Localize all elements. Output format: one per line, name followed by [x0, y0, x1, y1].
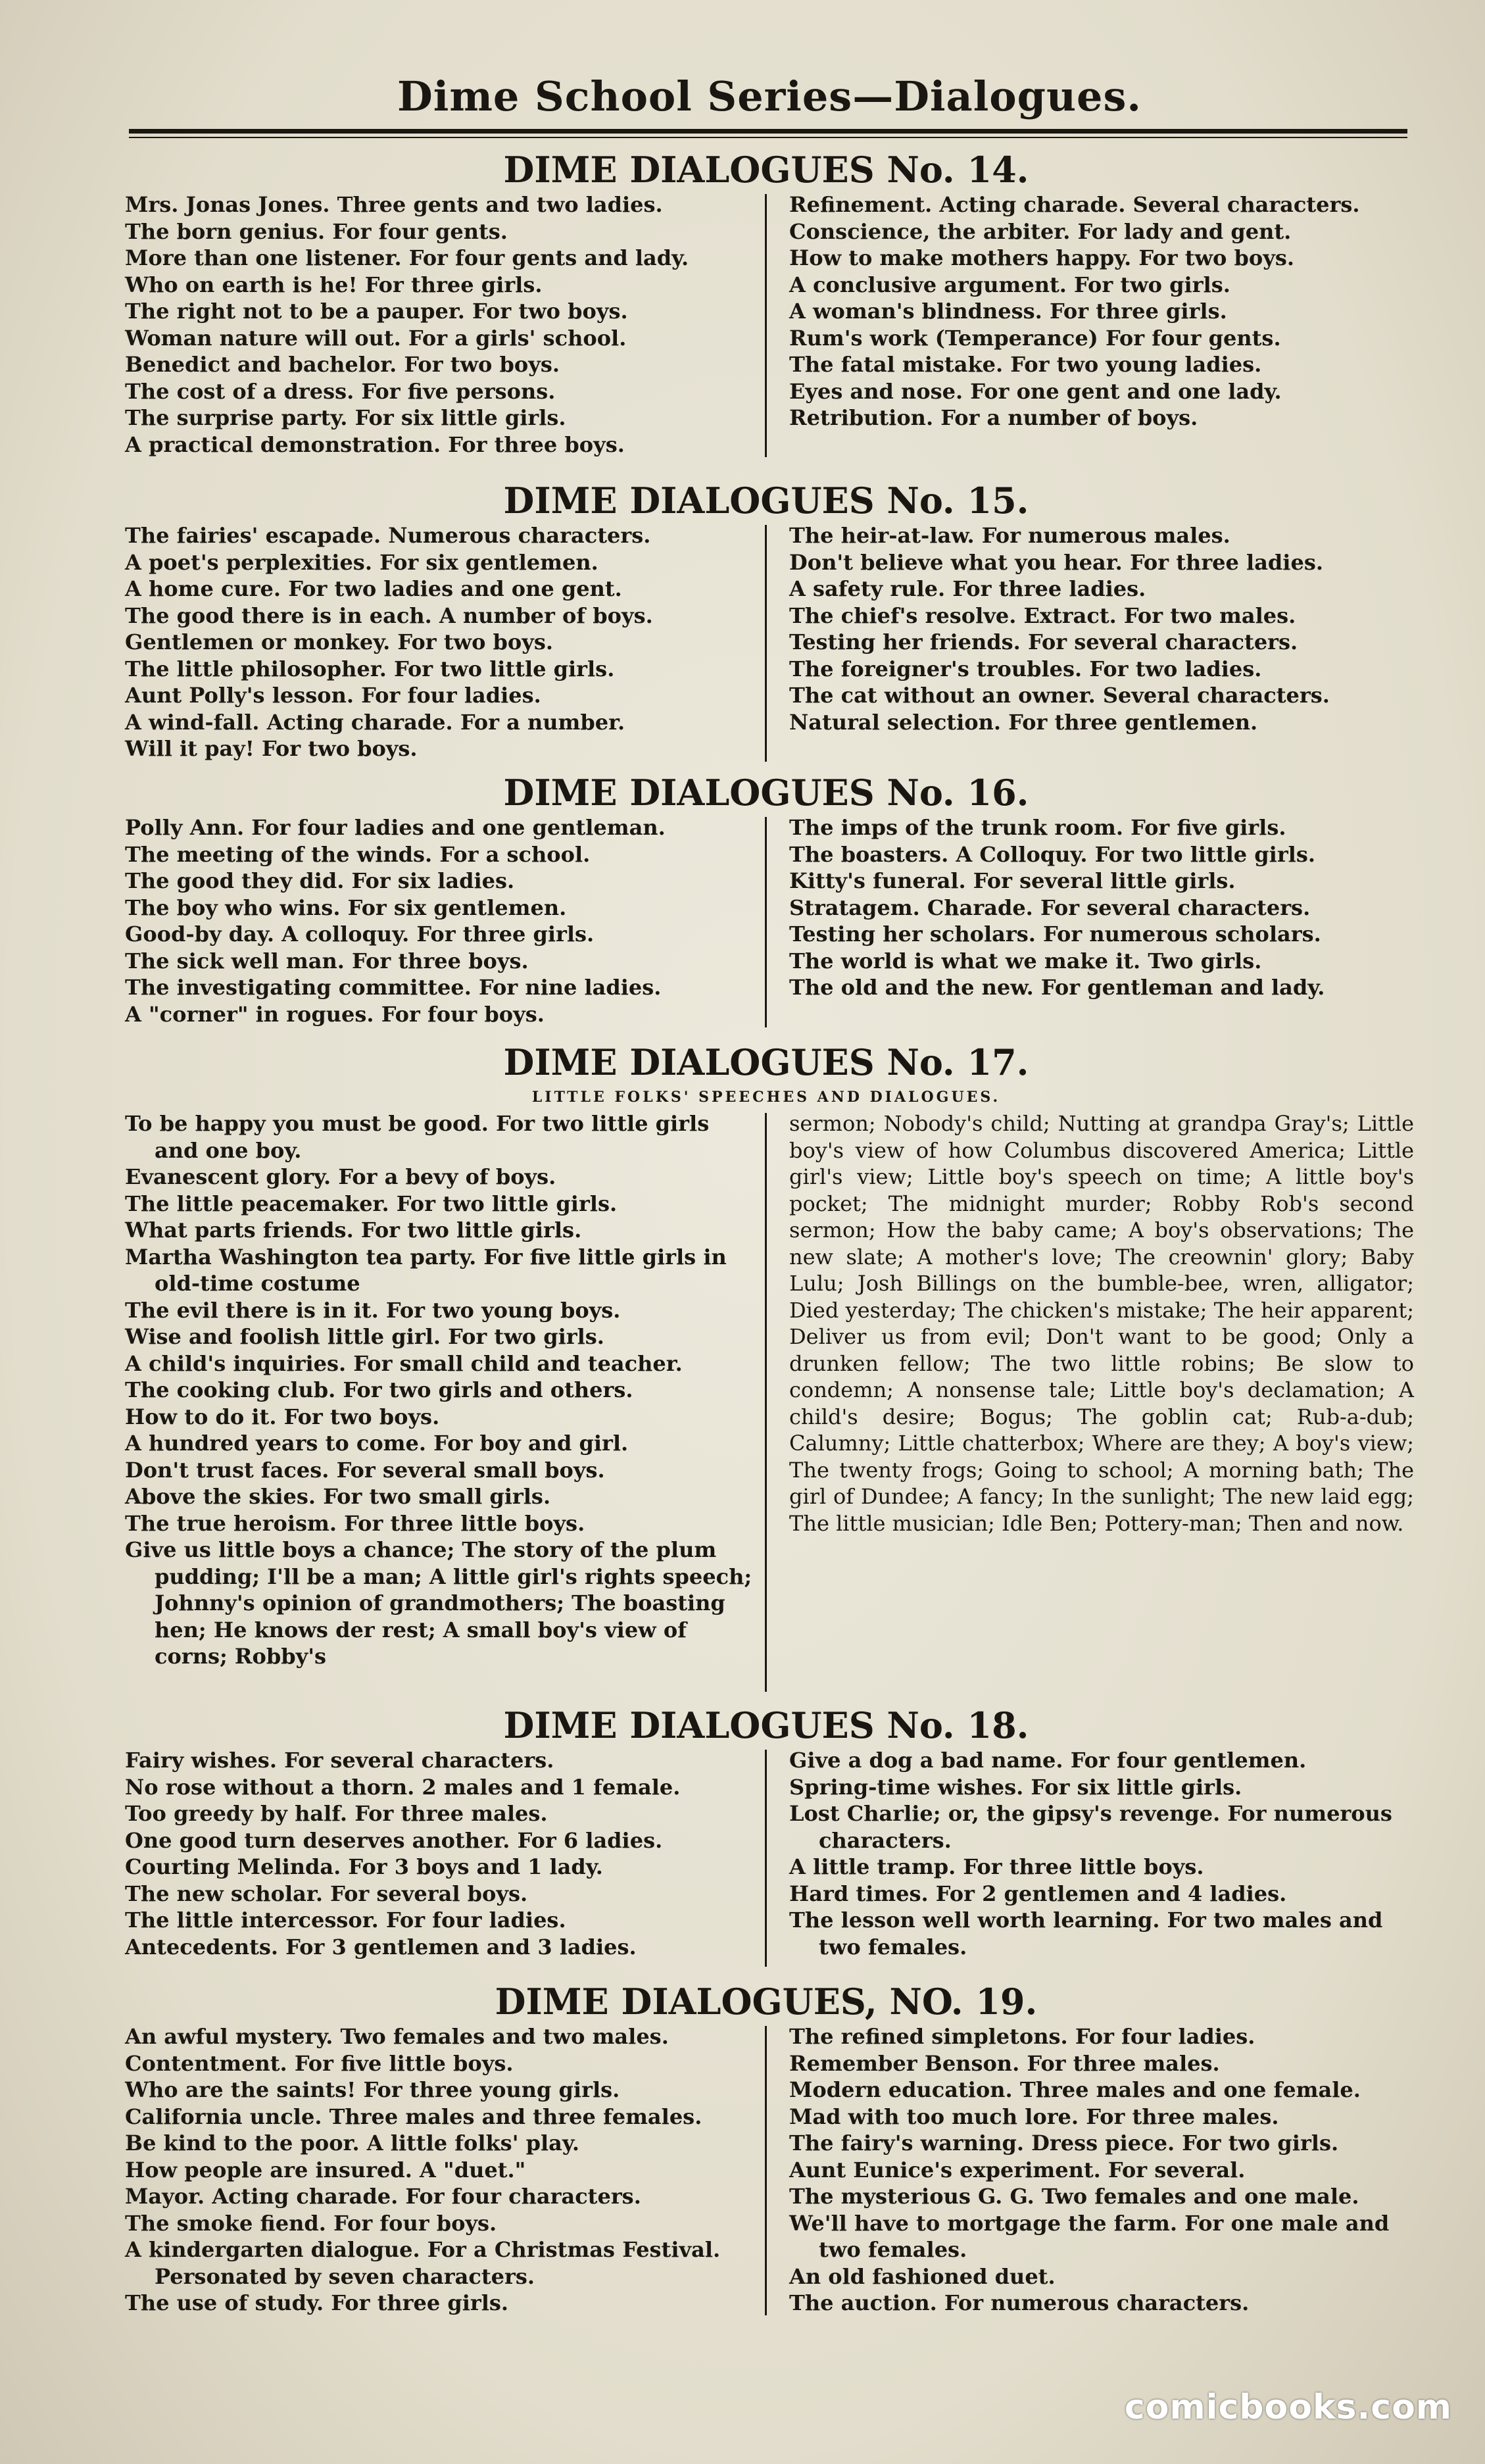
section-title: DIME DIALOGUES No. 14.	[503, 149, 1029, 191]
list-item: Antecedents. For 3 gentlemen and 3 ladies.	[125, 1934, 637, 1959]
list-item: The fatal mistake. For two young ladies.	[789, 352, 1262, 377]
list-item: Gentlemen or monkey. For two boys.	[125, 629, 554, 654]
list-item: How to do it. For two boys.	[125, 1404, 440, 1429]
list-item: The mysterious G. G. Two females and one male.	[789, 2184, 1359, 2209]
right-column	[789, 814, 1414, 1001]
list-item: A conclusive argument. For two girls.	[789, 272, 1230, 297]
left-column	[125, 2023, 753, 2317]
list-item: The use of study. For three girls.	[125, 2290, 509, 2315]
list-item: Wise and foolish little girl. For two girls.	[125, 1324, 604, 1349]
list-item: Rum's work (Temperance) For four gents.	[789, 325, 1281, 351]
header-rule-thin	[129, 137, 1407, 138]
column-divider	[765, 2026, 767, 2315]
column-divider	[765, 194, 767, 457]
list-item: The investigating committee. For nine ladies.	[125, 975, 662, 1000]
list-item: More than one listener. For four gents and lady.	[125, 245, 689, 270]
list-item: The foreigner's troubles. For two ladies.	[789, 656, 1262, 681]
list-item: The chief's resolve. Extract. For two males.	[789, 603, 1296, 628]
column-divider	[765, 525, 767, 762]
right-column	[789, 191, 1414, 431]
section-dialogues-18	[125, 1704, 1407, 1971]
list-item: Be kind to the poor. A little folks' play.	[125, 2131, 579, 2156]
list-item: Modern education. Three males and one female.	[789, 2077, 1361, 2102]
list-item: Testing her scholars. For numerous scholars.	[789, 922, 1321, 947]
list-item: The lesson well worth learning. For two males and two females.	[789, 1908, 1383, 1959]
right-column	[789, 2023, 1414, 2317]
list-item: Courting Melinda. For 3 boys and 1 lady.	[125, 1854, 603, 1879]
list-item: Woman nature will out. For a girls' school.	[125, 325, 627, 351]
list-item: The boasters. A Colloquy. For two little girls.	[789, 841, 1315, 867]
section-title: DIME DIALOGUES No. 16.	[503, 772, 1029, 814]
list-item: A "corner" in rogues. For four boys.	[125, 1001, 545, 1027]
list-item: An old fashioned duet.	[789, 2263, 1056, 2289]
left-column	[125, 814, 753, 1027]
list-item: Lost Charlie; or, the gipsy's revenge. For numerous characters.	[789, 1801, 1392, 1853]
list-item: Who on earth is he! For three girls.	[125, 272, 543, 297]
section-dialogues-17	[125, 1041, 1414, 1696]
column-divider	[765, 817, 767, 1027]
list-item: Who are the saints! For three young girls.	[125, 2077, 620, 2102]
list-item: A safety rule. For three ladies.	[789, 576, 1146, 601]
right-column-paragraph: sermon; Nobody's child; Nutting at grandpa Gray's; Little boy's view of how Columbus discovered America; Little girl's view; Little boy's speech on time; A little boy's pocket; The midnight murder; Robby Rob's second sermon; How the baby came; A boy's observations; The new slate; A mother's love; The creownin' glory; Baby Lulu; Josh Billings on the bumble-bee, wren, alligator; Died yesterday; The chicken's mistake; The heir apparent; Deliver us from evil; Don't want to be good; Only a drunken fellow; The two little robins; Be slow to condemn; A nonsense tale; Little boy's declamation; A child's desire; Bogus; The goblin cat; Rub-a-dub; Calumny; Little chatterbox; Where are they; A boy's view; The twenty frogs; Going to school; A morning bath; The girl of Dundee; A fancy; In the sunlight; The new laid egg; The little musician; Idle Ben; Pottery-man; Then and now.	[789, 1111, 1414, 1536]
list-item: Spring-time wishes. For six little girls.	[789, 1774, 1242, 1800]
list-item: Don't believe what you hear. For three ladies.	[789, 549, 1323, 575]
list-item: Polly Ann. For four ladies and one gentleman.	[125, 815, 666, 840]
list-item: A child's inquiries. For small child and teacher.	[125, 1350, 683, 1376]
list-item: How people are insured. A "duet."	[125, 2157, 526, 2182]
list-item: Aunt Polly's lesson. For four ladies.	[125, 683, 541, 708]
list-item: The cost of a dress. For five persons.	[125, 378, 556, 404]
list-item: We'll have to mortgage the farm. For one male and two females.	[789, 2210, 1390, 2262]
list-item: The old and the new. For gentleman and lady.	[789, 975, 1325, 1000]
list-item: The cooking club. For two girls and others.	[125, 1377, 633, 1402]
list-item: The world is what we make it. Two girls.	[789, 948, 1262, 973]
list-item: Don't trust faces. For several small boys.	[125, 1457, 605, 1483]
section-dialogues-19	[125, 1980, 1407, 2319]
list-item: The boy who wins. For six gentlemen.	[125, 895, 567, 920]
list-item: Hard times. For 2 gentlemen and 4 ladies.	[789, 1881, 1287, 1906]
list-item: The little philosopher. For two little girls.	[125, 656, 615, 681]
list-item: The refined simpletons. For four ladies.	[789, 2024, 1255, 2049]
list-item: Mrs. Jonas Jones. Three gents and two ladies.	[125, 192, 663, 217]
column-divider	[765, 1113, 767, 1692]
list-item: The cat without an owner. Several characters.	[789, 683, 1330, 708]
section-title: DIME DIALOGUES No. 18.	[503, 1704, 1029, 1746]
list-item: A hundred years to come. For boy and girl.	[125, 1431, 629, 1456]
list-item: Too greedy by half. For three males.	[125, 1801, 548, 1826]
list-item: Testing her friends. For several characters.	[789, 629, 1298, 654]
list-item: Benedict and bachelor. For two boys.	[125, 352, 560, 377]
section-dialogues-15	[125, 479, 1407, 766]
list-item: What parts friends. For two little girls.	[125, 1218, 582, 1243]
right-column	[789, 522, 1414, 735]
section-title: DIME DIALOGUES No. 17.	[503, 1041, 1029, 1083]
list-item: Martha Washington tea party. For five little girls in old-time costume	[125, 1244, 727, 1296]
list-item: A practical demonstration. For three boys.	[125, 431, 625, 457]
list-item: The imps of the trunk room. For five girls.	[789, 815, 1286, 840]
list-item: Evanescent glory. For a bevy of boys.	[125, 1164, 556, 1189]
left-column	[125, 1747, 753, 1960]
list-item: The right not to be a pauper. For two boys.	[125, 299, 628, 324]
list-item: How to make mothers happy. For two boys.	[789, 245, 1294, 270]
section-dialogues-14	[125, 148, 1407, 461]
list-item: The born genius. For four gents.	[125, 218, 508, 244]
list-item: The true heroism. For three little boys.	[125, 1510, 585, 1536]
list-item: Stratagem. Charade. For several characters.	[789, 895, 1311, 920]
list-item: Above the skies. For two small girls.	[125, 1484, 551, 1509]
list-item: One good turn deserves another. For 6 ladies.	[125, 1827, 663, 1853]
left-column	[125, 191, 753, 458]
list-item: The new scholar. For several boys.	[125, 1881, 528, 1906]
list-item: The smoke fiend. For four boys.	[125, 2210, 497, 2236]
list-item: The auction. For numerous characters.	[789, 2290, 1250, 2315]
list-item: Give a dog a bad name. For four gentlemen.	[789, 1748, 1307, 1773]
list-item: Natural selection. For three gentlemen.	[789, 709, 1258, 735]
list-item: No rose without a thorn. 2 males and 1 female.	[125, 1774, 681, 1800]
list-item: Conscience, the arbiter. For lady and gent.	[789, 218, 1292, 244]
list-item: The little peacemaker. For two little girls.	[125, 1191, 618, 1216]
left-column	[125, 522, 753, 762]
list-item: Eyes and nose. For one gent and one lady.	[789, 378, 1282, 404]
list-item: Refinement. Acting charade. Several characters.	[789, 192, 1360, 217]
list-item: The meeting of the winds. For a school.	[125, 841, 591, 867]
list-item: Kitty's funeral. For several little girls.	[789, 868, 1236, 893]
list-item: A woman's blindness. For three girls.	[789, 299, 1227, 324]
list-item: An awful mystery. Two females and two males.	[125, 2024, 669, 2049]
list-item: A little tramp. For three little boys.	[789, 1854, 1204, 1879]
list-item: The surprise party. For six little girls.	[125, 405, 566, 430]
list-item: Give us little boys a chance; The story of the plum pudding; I'll be a man; A little girl's rights speech; Johnny's opinion of grandmothers; The boasting hen; He knows der rest; A small boy's view of corns; Robby's	[125, 1537, 752, 1669]
section-dialogues-16	[125, 771, 1407, 1031]
list-item: Retribution. For a number of boys.	[789, 405, 1198, 430]
list-item: The good there is in each. A number of boys.	[125, 603, 653, 628]
list-item: Fairy wishes. For several characters.	[125, 1748, 554, 1773]
list-item: Will it pay! For two boys.	[125, 736, 418, 761]
list-item: The fairy's warning. Dress piece. For two girls.	[789, 2131, 1339, 2156]
list-item: The sick well man. For three boys.	[125, 948, 529, 973]
section-subtitle: LITTLE FOLKS' SPEECHES AND DIALOGUES.	[531, 1089, 1001, 1106]
section-title: DIME DIALOGUES, NO. 19.	[495, 1981, 1038, 2023]
list-item: A wind-fall. Acting charade. For a number.	[125, 709, 625, 735]
list-item: The little intercessor. For four ladies.	[125, 1908, 566, 1933]
page-header: Dime School Series—Dialogues.	[397, 72, 1142, 120]
left-column	[125, 1110, 753, 1670]
watermark: comicbooks.com	[1124, 2388, 1452, 2427]
list-item: The good they did. For six ladies.	[125, 868, 515, 893]
list-item: Contentment. For five little boys.	[125, 2050, 514, 2076]
list-item: Remember Benson. For three males.	[789, 2050, 1220, 2076]
list-item: Good-by day. A colloquy. For three girls.	[125, 922, 595, 947]
list-item: A kindergarten dialogue. For a Christmas Festival. Personated by seven characters.	[125, 2237, 721, 2289]
list-item: The heir-at-law. For numerous males.	[789, 523, 1230, 548]
column-divider	[765, 1750, 767, 1967]
section-title: DIME DIALOGUES No. 15.	[503, 480, 1029, 522]
list-item: The fairies' escapade. Numerous characters.	[125, 523, 651, 548]
list-item: Mad with too much lore. For three males.	[789, 2104, 1279, 2129]
list-item: A home cure. For two ladies and one gent.	[125, 576, 622, 601]
header-rule-thick	[129, 129, 1407, 134]
list-item: Aunt Eunice's experiment. For several.	[789, 2157, 1246, 2182]
list-item: To be happy you must be good. For two little girls and one boy.	[125, 1111, 710, 1163]
list-item: A poet's perplexities. For six gentlemen.	[125, 549, 598, 575]
list-item: California uncle. Three males and three females.	[125, 2104, 702, 2129]
list-item: The evil there is in it. For two young boys.	[125, 1297, 621, 1323]
right-column	[789, 1747, 1414, 1960]
list-item: Mayor. Acting charade. For four characters.	[125, 2184, 641, 2209]
